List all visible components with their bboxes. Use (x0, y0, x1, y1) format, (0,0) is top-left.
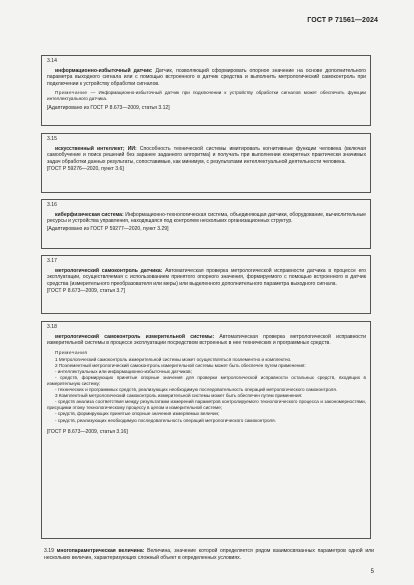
entry-definition (47, 146, 366, 166)
entry-number: 3.17 (47, 258, 57, 264)
entry-reference: [ГОСТ Р 8.673—2009, статья 3.16] (47, 428, 128, 435)
entry-definition (47, 68, 366, 88)
note-item: - средств, формирующих принятые опорные значения измеряемых величин; (55, 411, 220, 417)
note-text: — Информационно-избыточный датчик при подключении к устройству обработки сигналов может обеспечить функции интеллектуального датчика. (47, 90, 366, 102)
note-item: 1 Метрологический самоконтроль измерительной системы может осуществляться позлементно и комплектно. (55, 356, 292, 362)
entry-term: информационно-избыточный датчик: (55, 67, 153, 74)
entry-3-14 (41, 55, 371, 126)
note-item: - средств анализа соответствия между результатами измерений параметров контролируемого технологического процесса и закономерностями, присущими этому технологическому процессу в целом и измерительной системе; (47, 399, 366, 411)
note-item: 3 Комплектный метрологический самоконтроль измерительной системы может быть обеспечен путем применения: (55, 393, 303, 399)
entry-text: Автоматическая проверка метрологической исправности измерительной системы в процессе эксплуатации посредством встроенных в нее технических и программных средств. (47, 333, 366, 346)
entry-term: киберфизическая система: (55, 211, 124, 218)
note-item: - интеллектуальных или информационно-избыточных датчиков; (55, 368, 192, 374)
entry-number: 3.19 (44, 548, 54, 554)
entry-3-16 (41, 199, 371, 249)
entry-number: 3.18 (47, 324, 57, 330)
entry-3-19 (44, 548, 374, 561)
entry-definition (44, 548, 374, 561)
entry-definition (47, 212, 366, 225)
entry-3-18 (41, 321, 371, 539)
entry-note (47, 90, 366, 102)
entry-reference: [ГОСТ Р 8.673—2009, статья 3.7] (47, 288, 125, 294)
note-item: 2 Поэлементный метрологический самоконтроль измерительной системы может быть обеспечен путем применения: (55, 362, 306, 368)
note-item: - технических и программных средств, реализующих необходимую последовательность операций метрологического самоконтроля. (55, 387, 338, 393)
entry-term: метрологический самоконтроль датчика: (55, 267, 163, 274)
notes-title: Примечания (55, 349, 88, 355)
entry-number: 3.16 (47, 202, 57, 208)
note-item: - средств, формирующих принятые опорные значения для проверки метрологической исправности остальных средств, входящих в измерительную систему; (47, 374, 366, 386)
document-id: ГОСТ Р 71561—2024 (307, 17, 378, 24)
entry-text: Информационно-технологическая система, объединяющая датчики, оборудование, вычислительные ресурсы и устройства управления, находящаяся под контролем нескольких организационных структур. (47, 211, 366, 224)
entry-term: многопараметрическая величина: (56, 548, 145, 554)
note-label: Примечание (55, 90, 88, 95)
entry-reference: [Адаптировано из ГОСТ Р 59277—2020, пункт 3.29] (47, 225, 169, 232)
entry-reference: [Адаптировано из ГОСТ Р 8.673—2009, статья 3.12] (47, 105, 170, 112)
entry-definition (47, 334, 366, 347)
entry-text: Автоматическая проверка метрологической исправности датчика в процессе его эксплуатации, осуществляемая с использованием принятого опорного значения, формируемого с помощью встроенного в датчик средства (измерительного преобразователя или меры) или выделенного дополнительного параметра выходного сигнала. (47, 267, 366, 287)
entry-reference: [ГОСТ Р 59276—2020, пункт 3.6] (47, 166, 124, 172)
page-number: 5 (370, 569, 374, 575)
entry-text: Способность технической системы имитировать когнитивные функции человека (включая самообучение и поиск решений без заранее заданного алгоритма) и получать при выполнении конкретных практически значимых задач обработки данных результаты, сопоставимые, как минимум, с результатами интеллектуальной деятельности человека. (47, 145, 366, 165)
entry-number: 3.15 (47, 136, 57, 142)
entry-term: метрологический самоконтроль измерительной системы: (55, 333, 215, 340)
entry-definition (47, 268, 366, 288)
entry-3-15 (41, 133, 371, 193)
entry-number: 3.14 (47, 58, 57, 64)
note-item: - средств, реализующих необходимую последовательность операций метрологического самоконтроля. (55, 417, 276, 423)
entry-3-17 (41, 255, 371, 314)
entry-text: Датчик, позволяющий сформировать опорное значение на основе дополнительного параметра выходного сигнала или с помощью встроенного в датчик средства и выполнить метрологический самоконтроль при подключении к устройству обработки сигналов. (47, 67, 366, 87)
entry-term: искусственный интеллект; ИИ: (55, 145, 137, 152)
entry-text: Величина, значение которой определяется рядом взаимосвязанных параметров одной или нескольких величин, характеризующих сложный объект в определенных условиях. (44, 548, 374, 561)
